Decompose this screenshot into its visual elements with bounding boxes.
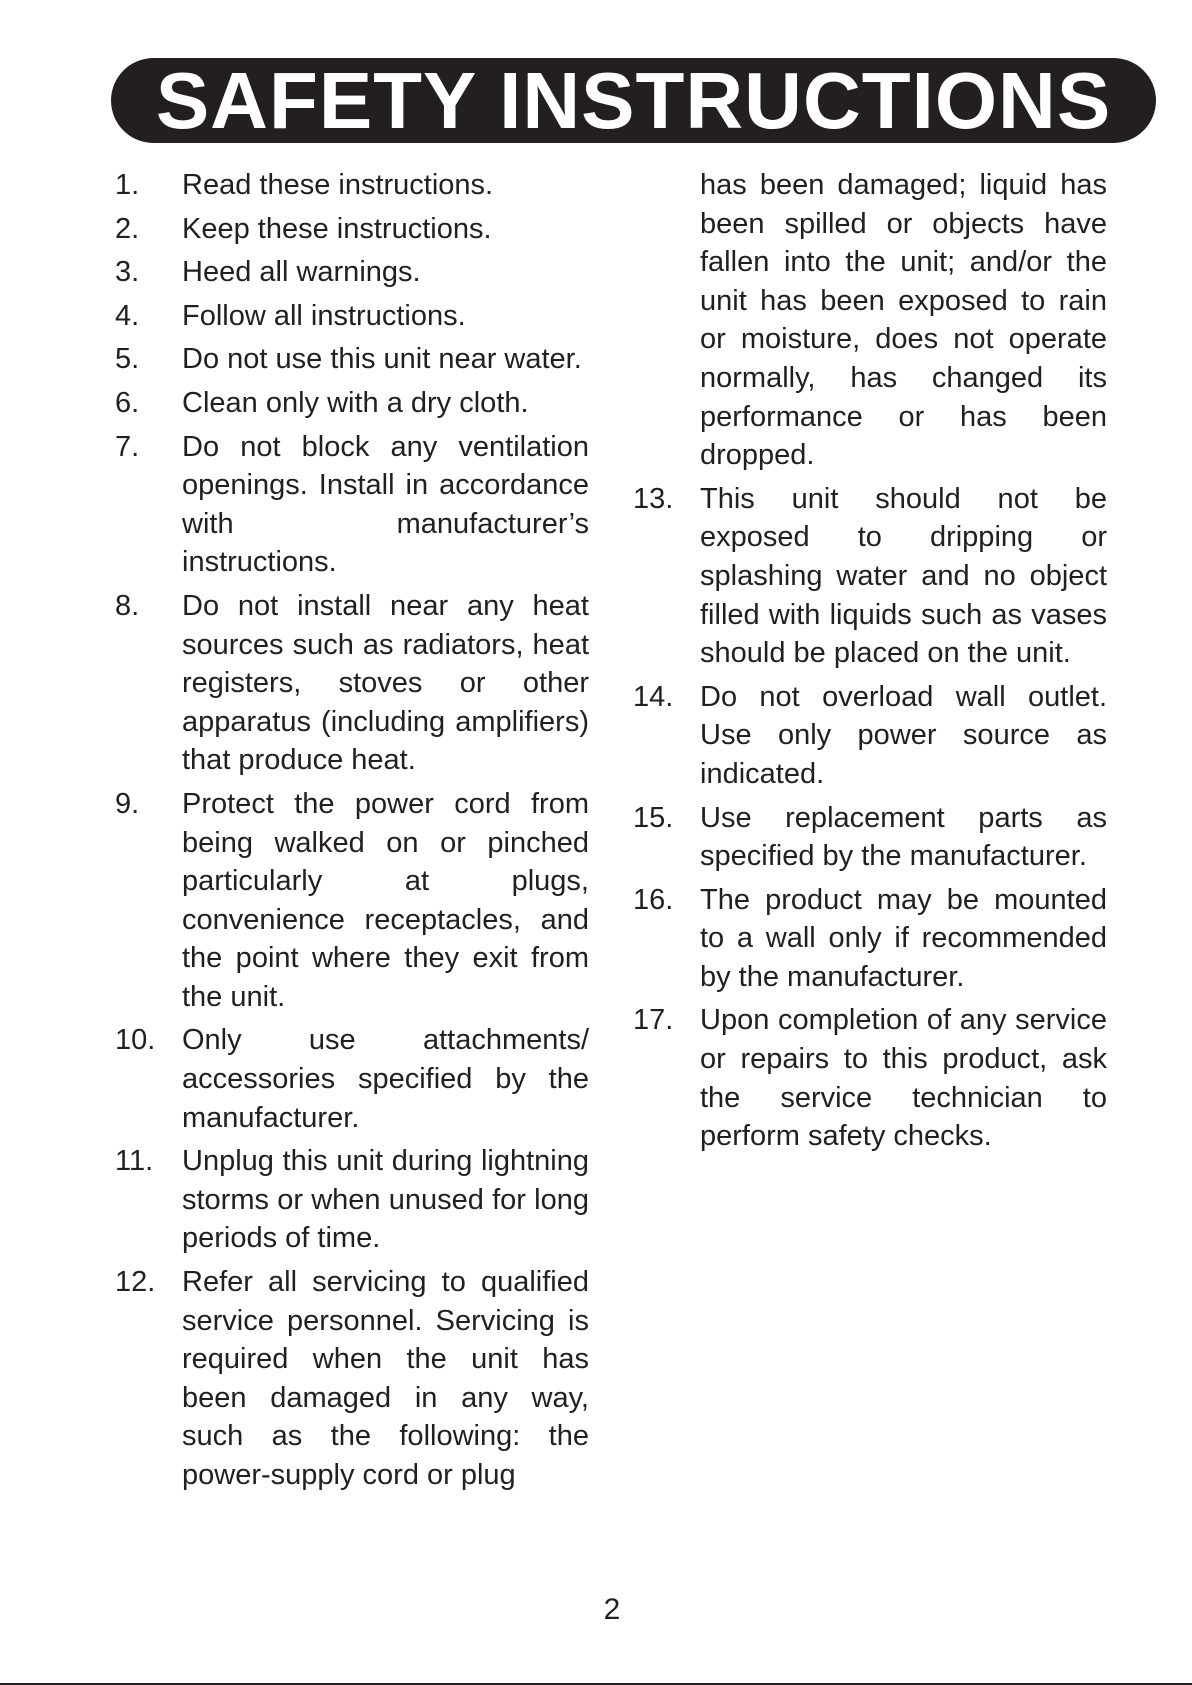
list-item [115, 340, 589, 379]
left-column [115, 166, 589, 1500]
list-item [633, 480, 1107, 673]
list-item [115, 428, 589, 582]
list-item [115, 384, 589, 423]
item-text: Do not block any ventilation openings. Install in accordance with manufacturer’s instructions. [182, 430, 589, 579]
item-text: Heed all warnings. [182, 256, 421, 289]
list-item [633, 678, 1107, 794]
item-number: 9. [115, 787, 140, 820]
list-item [115, 1021, 589, 1137]
item-text: Upon completion of any service or repairs to this product, ask the service technician to perform safety checks. [700, 1004, 1107, 1153]
item-number: 7. [115, 430, 140, 463]
item-number: 11. [115, 1145, 154, 1178]
item-number: 1. [115, 169, 140, 201]
item-text: Unplug this unit during lightning storms or when unused for long periods of time. [182, 1145, 589, 1255]
item-number: 12. [115, 1266, 156, 1299]
list-item [115, 587, 589, 780]
item-text: Do not use this unit near water. [182, 343, 582, 376]
page-number: 2 [603, 1593, 621, 1626]
item-text: Clean only with a dry cloth. [182, 386, 529, 419]
item-text: Follow all instructions. [182, 299, 466, 332]
item-text: Protect the power cord from being walked on or pinched particularly at plugs, convenience receptacles, and the point where they exit from the unit. [182, 787, 589, 1013]
item-number: 5. [115, 343, 140, 376]
item-number: 6. [115, 386, 140, 419]
list-item [115, 1263, 589, 1495]
list-item [115, 166, 589, 205]
item-number: 13. [633, 482, 674, 515]
list-item [633, 799, 1107, 876]
list-item [115, 1142, 589, 1258]
item-number: 3. [115, 256, 140, 289]
title-banner [111, 58, 1156, 143]
list-item [115, 785, 589, 1017]
item-text: Do not install near any heat sources such as radiators, heat registers, stoves or other apparatus (including amplifiers) that produce heat. [182, 589, 589, 777]
list-item [115, 253, 589, 292]
list-item [633, 881, 1107, 997]
item-text: This unit should not be exposed to dripping or splashing water and no object filled with liquids such as vases should be placed on the unit. [700, 482, 1107, 670]
item-number: 4. [115, 299, 140, 332]
item-number: 16. [633, 883, 674, 916]
item-number: 17. [633, 1004, 674, 1037]
item-12-continuation: has been damaged; liquid has been spilled or objects have fallen into the unit; and/or the unit has been exposed to rain or moisture, does not operate normally, has changed its performance or has been dropped. [700, 169, 1107, 472]
right-column [633, 166, 1107, 1161]
list-item [115, 297, 589, 336]
item-number: 15. [633, 801, 674, 834]
item-text: Keep these instructions. [182, 212, 492, 245]
item-number: 14. [633, 680, 674, 713]
item-text: Refer all servicing to qualified service personnel. Servicing is required when the unit has been damaged in any way, such as the following: the power-supply cord or plug [182, 1266, 589, 1491]
item-number: 8. [115, 589, 140, 622]
list-item [633, 1001, 1107, 1155]
item-text: Do not overload wall outlet. Use only power source as indicated. [700, 680, 1107, 790]
item-number: 10. [115, 1024, 156, 1057]
list-item [115, 210, 589, 249]
page-title: SAFETY INSTRUCTIONS [155, 56, 1112, 145]
item-text: The product may be mounted to a wall only if recommended by the manufacturer. [700, 883, 1107, 993]
item-text: Use replacement parts as specified by the manufacturer. [700, 801, 1107, 873]
item-text: Only use attachments/ accessories specified by the manufacturer. [182, 1024, 589, 1134]
item-number: 2. [115, 212, 140, 245]
item-text: Read these instructions. [182, 169, 494, 201]
